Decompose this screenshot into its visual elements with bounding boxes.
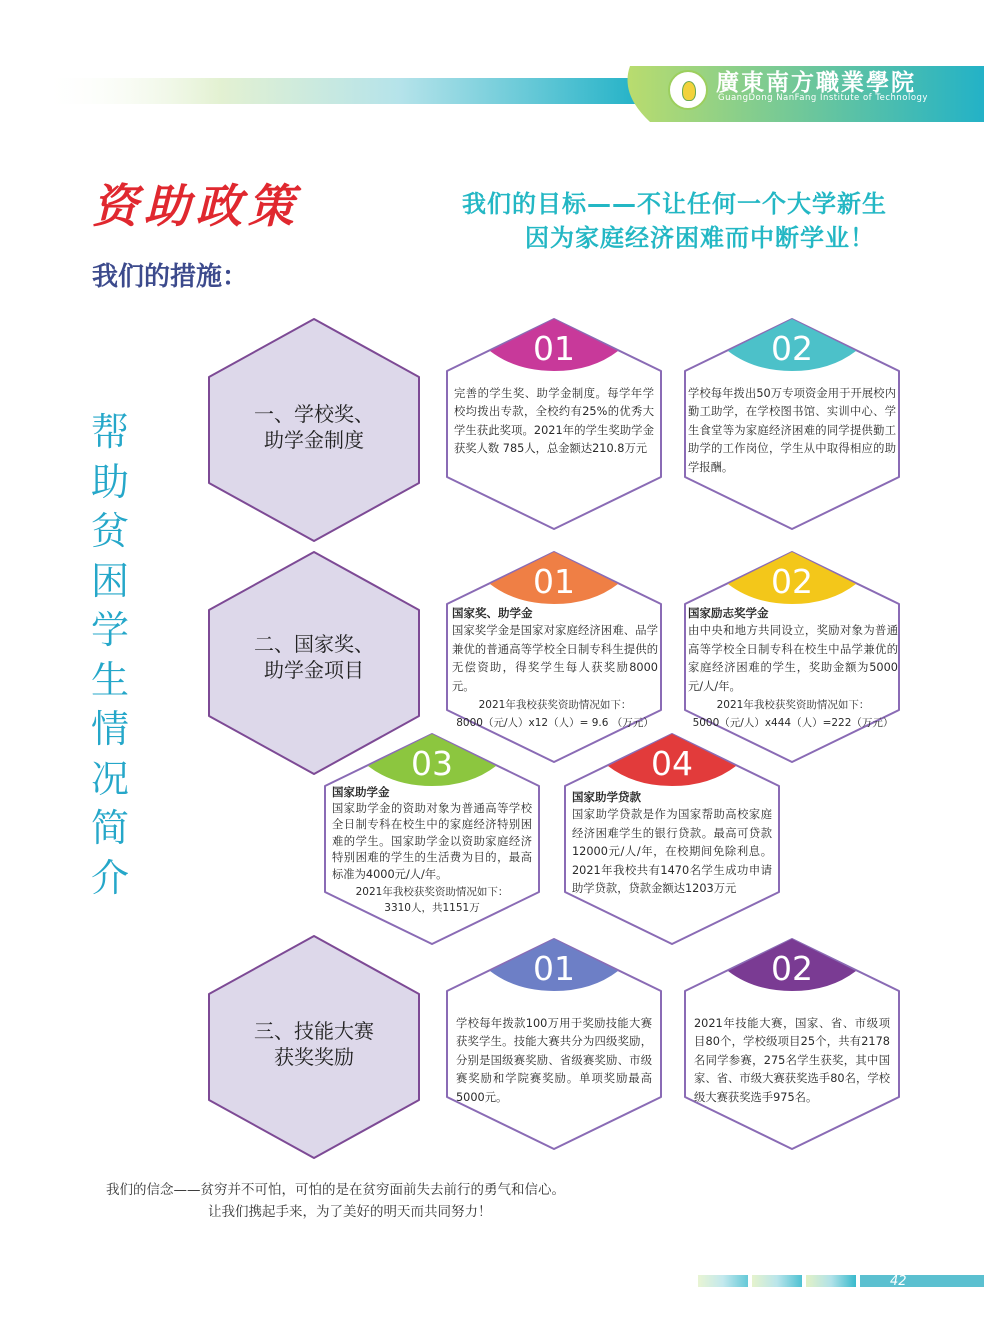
goal-line-2: 因为家庭经济困难而中断学业！ <box>525 224 875 252</box>
card-title: 国家助学贷款 <box>572 790 641 804</box>
card-text: 国家助学金的资助对象为普通高等学校全日制专科在校生中的家庭经济特别困难的学生。国家助学金以资助家庭经济特别困难的学生的生活费为目的，最高标准为4000元/人/年。 <box>332 801 532 881</box>
card-stat-title: 2021年我校获奖资助情况如下： <box>716 699 870 712</box>
card-title: 国家奖、助学金 <box>452 606 533 620</box>
category-1-line-2: 助学金制度 <box>264 428 364 452</box>
goal-line-1: 我们的目标——不让任何一个大学新生 <box>462 190 887 218</box>
card-body <box>688 604 898 733</box>
card-body <box>572 788 772 898</box>
measure-card-skills-competition-fund <box>442 935 666 1153</box>
card-title: 国家助学金 <box>332 785 390 799</box>
card-text: 2021年技能大赛，国家、省、市级项目80个，学校级项目25个，共有2178名同学参赛，275名学生获奖，其中国家、省、市级大赛获奖选手80名，学校级大赛获奖选手975名。 <box>694 1017 890 1104</box>
category-2-line-1: 二、国家奖、 <box>254 632 374 656</box>
measure-card-student-loan <box>560 730 784 948</box>
card-body <box>452 604 658 733</box>
category-1-line-1: 一、学校奖、 <box>254 402 374 426</box>
school-name-english: GuangDong NanFang Institute of Technology <box>718 93 928 103</box>
measure-card-work-study <box>680 315 904 533</box>
card-number: 02 <box>771 562 813 601</box>
measure-card-national-grant <box>320 730 544 948</box>
school-name: 廣東南方職業學院 <box>716 69 916 96</box>
card-text: 完善的学生奖、助学金制度。每学年学校均拨出专款，全校约有25%的优秀大学生获此奖项。2021年的学生奖助学金获奖人数 785人，总金额达210.8万元 <box>454 387 654 456</box>
card-stat: 8000（元/人）x12（人）= 9.6 （万元） <box>456 717 654 730</box>
card-text: 由中央和地方共同设立，奖励对象为普通高等学校全日制专科在校生中品学兼优的家庭经济困难的学生，奖助金额为5000元/人/年。 <box>688 624 898 693</box>
category-3-line-2: 获奖奖励 <box>274 1045 354 1069</box>
card-number: 01 <box>533 329 575 368</box>
category-3-line-1: 三、技能大赛 <box>254 1019 374 1043</box>
vertical-title: 帮助贫困学生情况简介 <box>90 410 129 900</box>
card-stat: 3310人，共1151万 <box>384 902 480 915</box>
card-number: 01 <box>533 949 575 988</box>
card-text: 国家奖学金是国家对家庭经济困难、品学兼优的普通高等学校全日制专科生提供的无偿资助，得奖学生每人获奖励8000元。 <box>452 624 658 693</box>
card-text: 国家助学贷款是作为国家帮助高校家庭经济困难学生的银行贷款。最高可贷款12000元/人/年，在校期间免除利息。2021年我校共有1470名学生成功申请助学贷款，贷款金额达1203万元 <box>572 808 772 896</box>
card-number: 04 <box>651 744 693 783</box>
measures-title: 我们的措施： <box>92 262 249 292</box>
category-2-line-2: 助学金项目 <box>264 658 364 682</box>
card-text: 学校每年拨出50万专项资金用于开展校内勤工助学，在学校图书馆、实训中心、学生食堂等为家庭经济困难的同学提供勤工助学的工作岗位，学生从中取得相应的助学报酬。 <box>688 387 896 474</box>
section-title: 资助政策 <box>92 179 300 233</box>
belief-line-1: 我们的信念——贫穷并不可怕，可怕的是在贫穷面前失去前行的勇气和信心。 <box>106 1182 565 1198</box>
card-number: 01 <box>533 562 575 601</box>
category-label-2 <box>203 631 425 683</box>
category-hexagon-3 <box>203 932 425 1162</box>
card-title: 国家励志奖学金 <box>688 606 769 620</box>
card-stat-title: 2021年我校获奖资助情况如下： <box>478 699 632 712</box>
card-body <box>332 784 532 917</box>
measure-card-skills-competition-results <box>680 935 904 1153</box>
school-logo <box>668 70 708 110</box>
category-hexagon-1 <box>203 315 425 545</box>
belief-line-2: 让我们携起手来，为了美好的明天而共同努力！ <box>208 1204 492 1220</box>
category-label-1 <box>203 401 425 453</box>
card-text: 学校每年拨款100万用于奖励技能大赛获奖学生。技能大赛共分为四级奖励，分别是国级赛奖励、省级赛奖励、市级赛奖励和学院赛奖励。单项奖励最高5000元。 <box>456 1017 652 1104</box>
card-number: 02 <box>771 329 813 368</box>
category-label-3 <box>203 1018 425 1070</box>
card-stat-title: 2021年我校获奖资助情况如下： <box>355 885 509 898</box>
card-number: 03 <box>411 744 453 783</box>
page-number-band <box>698 1275 984 1287</box>
measure-card-school-scholarship <box>442 315 666 533</box>
card-stat: 5000（元/人）x444（人）=222（万元） <box>692 717 894 730</box>
card-number: 02 <box>771 949 813 988</box>
page-number: 42 <box>890 1274 907 1289</box>
